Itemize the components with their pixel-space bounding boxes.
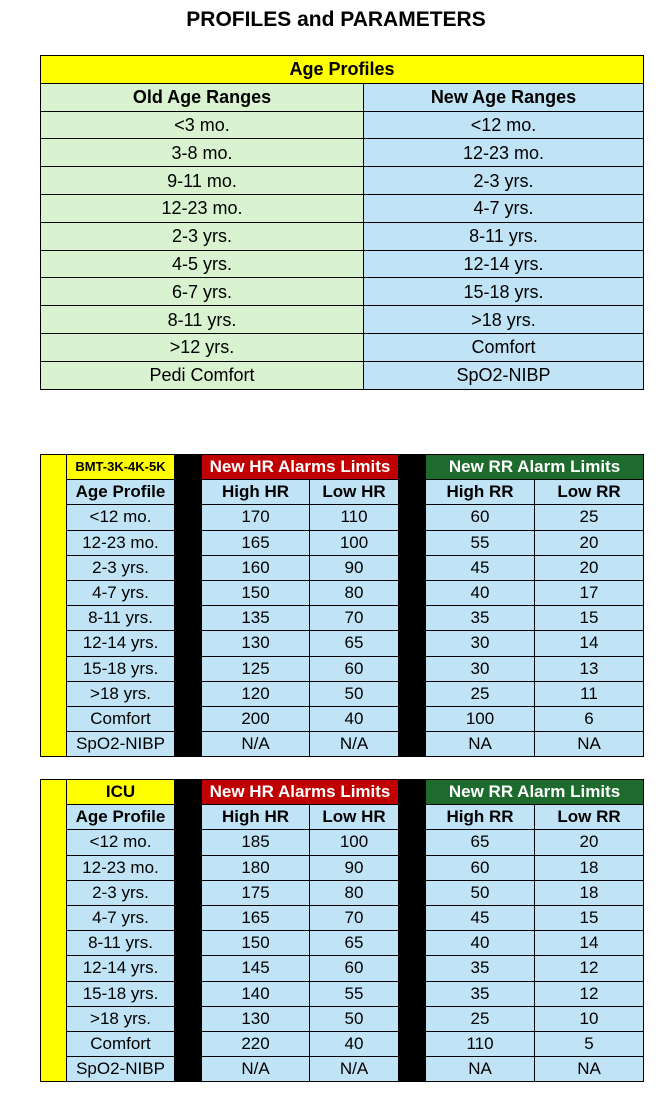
new-age-range-cell: 8-11 yrs.	[364, 222, 644, 250]
age-profile-cell: 4-7 yrs.	[67, 580, 175, 605]
unit-label: ICU	[67, 780, 175, 805]
low-rr-cell: 20	[535, 530, 644, 555]
low-rr-header: Low RR	[535, 480, 644, 505]
low-hr-cell: 100	[310, 530, 399, 555]
age-profile-cell: 12-14 yrs.	[67, 631, 175, 656]
high-hr-header: High HR	[202, 805, 310, 830]
new-age-range-cell: Comfort	[364, 333, 644, 361]
low-hr-header: Low HR	[310, 480, 399, 505]
age-profile-cell: Comfort	[67, 706, 175, 731]
high-rr-cell: 60	[426, 505, 535, 530]
low-hr-cell: 40	[310, 1031, 399, 1056]
table-row	[41, 656, 644, 681]
high-hr-cell: 165	[202, 530, 310, 555]
high-hr-cell: N/A	[202, 732, 310, 757]
black-divider	[399, 455, 426, 757]
table-row	[41, 830, 644, 855]
high-rr-cell: 35	[426, 981, 535, 1006]
low-rr-cell: 20	[535, 830, 644, 855]
table-row	[41, 931, 644, 956]
table-row	[41, 681, 644, 706]
low-rr-cell: 13	[535, 656, 644, 681]
high-rr-cell: 25	[426, 681, 535, 706]
age-profile-cell: 8-11 yrs.	[67, 606, 175, 631]
table-row	[41, 139, 644, 167]
high-rr-cell: 30	[426, 656, 535, 681]
table-row	[41, 250, 644, 278]
high-rr-cell: 45	[426, 905, 535, 930]
high-rr-cell: 100	[426, 706, 535, 731]
age-profile-cell: SpO2-NIBP	[67, 732, 175, 757]
new-age-range-cell: 4-7 yrs.	[364, 194, 644, 222]
old-age-range-cell: 4-5 yrs.	[41, 250, 364, 278]
new-age-range-cell: 15-18 yrs.	[364, 278, 644, 306]
age-profile-cell: 12-14 yrs.	[67, 956, 175, 981]
table-row	[41, 222, 644, 250]
high-hr-cell: 165	[202, 905, 310, 930]
black-divider	[399, 780, 426, 1082]
old-age-ranges-header: Old Age Ranges	[41, 83, 364, 111]
low-rr-cell: 20	[535, 555, 644, 580]
low-rr-cell: 18	[535, 880, 644, 905]
old-age-range-cell: 2-3 yrs.	[41, 222, 364, 250]
old-age-range-cell: 6-7 yrs.	[41, 278, 364, 306]
yellow-side-bar	[41, 780, 67, 1082]
old-age-range-cell: Pedi Comfort	[41, 361, 364, 389]
old-age-range-cell: <3 mo.	[41, 111, 364, 139]
age-profile-cell: 15-18 yrs.	[67, 656, 175, 681]
yellow-side-bar	[41, 455, 67, 757]
high-rr-cell: 55	[426, 530, 535, 555]
high-hr-cell: N/A	[202, 1057, 310, 1082]
table-row	[41, 1057, 644, 1082]
age-profile-cell: 8-11 yrs.	[67, 931, 175, 956]
high-rr-cell: 35	[426, 956, 535, 981]
low-rr-cell: NA	[535, 1057, 644, 1082]
age-profile-cell: SpO2-NIBP	[67, 1057, 175, 1082]
table-row	[41, 981, 644, 1006]
low-hr-cell: 70	[310, 606, 399, 631]
age-profile-header: Age Profile	[67, 805, 175, 830]
low-hr-cell: N/A	[310, 1057, 399, 1082]
low-hr-cell: 50	[310, 1006, 399, 1031]
low-hr-cell: 90	[310, 855, 399, 880]
low-hr-cell: 50	[310, 681, 399, 706]
table-row	[41, 194, 644, 222]
table-row	[41, 580, 644, 605]
unit-label: BMT-3K-4K-5K	[67, 455, 175, 480]
low-hr-cell: 65	[310, 931, 399, 956]
table-row	[41, 732, 644, 757]
new-age-ranges-header: New Age Ranges	[364, 83, 644, 111]
age-profile-cell: >18 yrs.	[67, 1006, 175, 1031]
age-profile-cell: <12 mo.	[67, 505, 175, 530]
age-profile-cell: <12 mo.	[67, 830, 175, 855]
age-profile-cell: 2-3 yrs.	[67, 555, 175, 580]
old-age-range-cell: 12-23 mo.	[41, 194, 364, 222]
low-hr-cell: N/A	[310, 732, 399, 757]
table-row	[41, 880, 644, 905]
high-hr-cell: 180	[202, 855, 310, 880]
low-hr-cell: 100	[310, 830, 399, 855]
low-hr-cell: 110	[310, 505, 399, 530]
high-rr-header: High RR	[426, 805, 535, 830]
table-row	[41, 111, 644, 139]
high-hr-cell: 145	[202, 956, 310, 981]
age-profile-cell: 2-3 yrs.	[67, 880, 175, 905]
high-hr-cell: 125	[202, 656, 310, 681]
age-profiles-title: Age Profiles	[41, 56, 644, 84]
low-hr-cell: 65	[310, 631, 399, 656]
table-row	[41, 855, 644, 880]
table-row	[41, 361, 644, 389]
table-title-row	[41, 455, 644, 480]
high-hr-cell: 120	[202, 681, 310, 706]
table-row	[41, 167, 644, 195]
table-row	[41, 905, 644, 930]
low-rr-cell: 25	[535, 505, 644, 530]
high-hr-cell: 220	[202, 1031, 310, 1056]
low-rr-cell: 18	[535, 855, 644, 880]
high-hr-cell: 135	[202, 606, 310, 631]
high-hr-header: High HR	[202, 480, 310, 505]
high-rr-cell: 40	[426, 580, 535, 605]
high-hr-cell: 130	[202, 631, 310, 656]
black-divider	[175, 455, 202, 757]
high-rr-cell: NA	[426, 732, 535, 757]
high-rr-cell: NA	[426, 1057, 535, 1082]
low-rr-cell: 12	[535, 981, 644, 1006]
low-hr-header: Low HR	[310, 805, 399, 830]
new-age-range-cell: 2-3 yrs.	[364, 167, 644, 195]
low-hr-cell: 90	[310, 555, 399, 580]
low-hr-cell: 80	[310, 880, 399, 905]
table-row	[41, 1006, 644, 1031]
high-hr-cell: 130	[202, 1006, 310, 1031]
high-rr-cell: 45	[426, 555, 535, 580]
table-row	[41, 631, 644, 656]
age-profile-cell: 4-7 yrs.	[67, 905, 175, 930]
low-hr-cell: 70	[310, 905, 399, 930]
low-rr-cell: 12	[535, 956, 644, 981]
low-rr-cell: 5	[535, 1031, 644, 1056]
table-row	[41, 278, 644, 306]
low-hr-cell: 60	[310, 656, 399, 681]
high-hr-cell: 185	[202, 830, 310, 855]
high-rr-cell: 60	[426, 855, 535, 880]
new-age-range-cell: SpO2-NIBP	[364, 361, 644, 389]
high-rr-cell: 40	[426, 931, 535, 956]
high-hr-cell: 150	[202, 931, 310, 956]
high-hr-cell: 200	[202, 706, 310, 731]
age-profile-header: Age Profile	[67, 480, 175, 505]
age-profile-cell: 12-23 mo.	[67, 530, 175, 555]
new-age-range-cell: <12 mo.	[364, 111, 644, 139]
table-row	[41, 606, 644, 631]
table-row	[41, 706, 644, 731]
hr-alarm-title: New HR Alarms Limits	[202, 780, 399, 805]
table-row	[41, 530, 644, 555]
low-hr-cell: 55	[310, 981, 399, 1006]
high-rr-header: High RR	[426, 480, 535, 505]
old-age-range-cell: 9-11 mo.	[41, 167, 364, 195]
old-age-range-cell: 8-11 yrs.	[41, 306, 364, 334]
table-row	[41, 1031, 644, 1056]
high-hr-cell: 160	[202, 555, 310, 580]
high-rr-cell: 110	[426, 1031, 535, 1056]
high-hr-cell: 175	[202, 880, 310, 905]
new-age-range-cell: 12-23 mo.	[364, 139, 644, 167]
column-header-row	[41, 480, 644, 505]
low-rr-cell: 15	[535, 606, 644, 631]
high-hr-cell: 140	[202, 981, 310, 1006]
low-hr-cell: 80	[310, 580, 399, 605]
high-rr-cell: 25	[426, 1006, 535, 1031]
column-header-row	[41, 805, 644, 830]
old-age-range-cell: 3-8 mo.	[41, 139, 364, 167]
low-rr-cell: 17	[535, 580, 644, 605]
high-hr-cell: 170	[202, 505, 310, 530]
high-hr-cell: 150	[202, 580, 310, 605]
low-hr-cell: 40	[310, 706, 399, 731]
low-rr-cell: 14	[535, 931, 644, 956]
age-profile-cell: >18 yrs.	[67, 681, 175, 706]
age-profile-cell: Comfort	[67, 1031, 175, 1056]
low-rr-cell: 10	[535, 1006, 644, 1031]
low-rr-header: Low RR	[535, 805, 644, 830]
rr-alarm-title: New RR Alarm Limits	[426, 455, 644, 480]
icu-alarm-limits-table	[40, 779, 644, 1082]
high-rr-cell: 65	[426, 830, 535, 855]
high-rr-cell: 30	[426, 631, 535, 656]
table-row	[41, 555, 644, 580]
age-profile-cell: 12-23 mo.	[67, 855, 175, 880]
new-age-range-cell: >18 yrs.	[364, 306, 644, 334]
low-rr-cell: 11	[535, 681, 644, 706]
new-age-range-cell: 12-14 yrs.	[364, 250, 644, 278]
low-rr-cell: NA	[535, 732, 644, 757]
age-profiles-table	[40, 55, 644, 390]
table-row	[41, 306, 644, 334]
hr-alarm-title: New HR Alarms Limits	[202, 455, 399, 480]
age-profile-cell: 15-18 yrs.	[67, 981, 175, 1006]
high-rr-cell: 35	[426, 606, 535, 631]
table-title-row	[41, 780, 644, 805]
low-hr-cell: 60	[310, 956, 399, 981]
low-rr-cell: 15	[535, 905, 644, 930]
old-age-range-cell: >12 yrs.	[41, 333, 364, 361]
rr-alarm-title: New RR Alarm Limits	[426, 780, 644, 805]
page-title: PROFILES and PARAMETERS	[186, 8, 486, 31]
table-row	[41, 505, 644, 530]
bmt-alarm-limits-table	[40, 454, 644, 757]
low-rr-cell: 6	[535, 706, 644, 731]
high-rr-cell: 50	[426, 880, 535, 905]
table-row	[41, 956, 644, 981]
low-rr-cell: 14	[535, 631, 644, 656]
table-row	[41, 333, 644, 361]
black-divider	[175, 780, 202, 1082]
